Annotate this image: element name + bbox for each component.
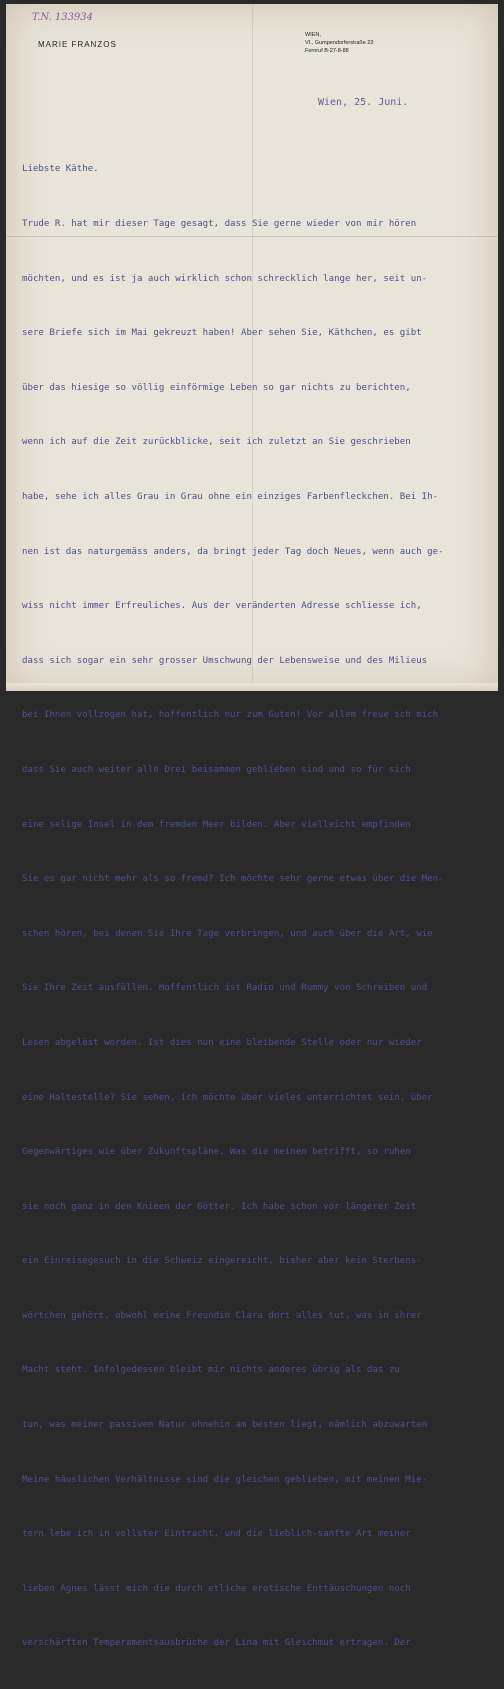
body-line: nen ist das naturgemäss anders, da bringt jeder Tag doch Neues, wenn auch ge- xyxy=(22,546,444,557)
body-line: dass sich sogar ein sehr grosser Umschwung der Lebensweise und des Milieus xyxy=(22,655,428,666)
body-line: sie noch ganz in den Knieen der Götter. Ich habe schon vor längerer Zeit xyxy=(22,1201,417,1212)
body-line: bei Ihnen vollzogen hat, hoffentlich nur zum Guten! Vor allem freue ich mich xyxy=(22,710,439,721)
body-line: eine selige Insel in dem fremden Meer bilden. Aber vielleicht empfinden xyxy=(22,819,411,830)
body-line: über das hiesige so völlig einförmige Leben so gar nichts zu berichten, xyxy=(22,382,411,393)
body-line: Macht steht. Infolgedessen bleibt mir nichts anderes übrig als das zu xyxy=(22,1365,400,1376)
letter-page xyxy=(6,4,498,1649)
address-line: WIEN, xyxy=(305,32,321,38)
body-line: wiss nicht immer Erfreuliches. Aus der veränderten Adresse schliesse ich, xyxy=(22,601,422,612)
salutation: Liebste Käthe. xyxy=(22,164,99,175)
body-line: tern lebe ich in vollster Eintracht, und die lieblich-sanfte Art meiner xyxy=(22,1529,411,1540)
body-line: möchten, und es ist ja auch wirklich schon schrecklich lange her, seit un- xyxy=(22,273,428,284)
paper-edge xyxy=(6,683,498,691)
body-line: habe, sehe ich alles Grau in Grau ohne ein einziges Farbenfleckchen. Bei Ih- xyxy=(22,491,439,502)
body-line: wörtchen gehört, obwohl meine Freundin Clara dort alles tut, was in ihrer xyxy=(22,1310,422,1321)
letterhead-sender: MARIE FRANZOS xyxy=(38,40,117,49)
body-line: verschärften Temperamentsausbrüche der Lina mit Gleichmut ertragen. Der xyxy=(22,1638,411,1649)
body-line: wenn ich auf die Zeit zurückblicke, seit ich zuletzt an Sie geschrieben xyxy=(22,437,411,448)
letter-body xyxy=(22,124,492,1689)
body-line: lieben Agnes lässt mich die durch etliche erotische Enttäuschungen noch xyxy=(22,1583,411,1594)
body-line: Sie es gar nicht mehr als so fremd? Ich möchte sehr gerne etwas über die Men- xyxy=(22,874,444,885)
body-line: Trude R. hat mir dieser Tage gesagt, dass Sie gerne wieder von mir hören xyxy=(22,219,417,229)
body-line: sere Briefe sich im Mai gekreuzt haben! Aber sehen Sie, Käthchen, es gibt xyxy=(22,328,422,339)
address-line: VI., Gumpendorferstraße 23 xyxy=(305,40,374,46)
archive-number: T.N. 133934 xyxy=(32,12,94,23)
body-line: Sie Ihre Zeit ausfüllen. Hoffentlich ist Radio und Rummy von Schreiben und xyxy=(22,983,428,994)
body-line: Lesen abgelöst worden. Ist dies nun eine bleibende Stelle oder nur wieder xyxy=(22,1037,422,1048)
body-line: eine Haltestelle? Sie sehen, ich möchte über vieles unterrichtet sein, über xyxy=(22,1092,433,1103)
body-line: Meine häuslichen Verhältnisse sind die gleichen geblieben, mit meinen Mie- xyxy=(22,1474,428,1485)
letter-date: Wien, 25. Juni. xyxy=(318,97,409,108)
body-line: dass Sie auch weiter alle Drei beisammen geblieben sind und so für sich xyxy=(22,764,411,775)
body-line: tun, was meiner passiven Natur ohnehin am besten liegt, nämlich abzuwarten xyxy=(22,1420,428,1431)
body-line: ein Einreisegesuch in die Schweiz eingereicht, bisher aber kein Sterbens- xyxy=(22,1256,422,1267)
address-line: Fernruf B-27-8-88 xyxy=(305,48,349,54)
letterhead-address xyxy=(305,31,373,55)
body-line: Gegenwärtiges wie über Zukunftspläne. Was die meinen betrifft, so ruhen xyxy=(22,1147,411,1158)
body-line: schen hören, bei denen Sie Ihre Tage verbringen, und auch über die Art, wie xyxy=(22,928,433,939)
